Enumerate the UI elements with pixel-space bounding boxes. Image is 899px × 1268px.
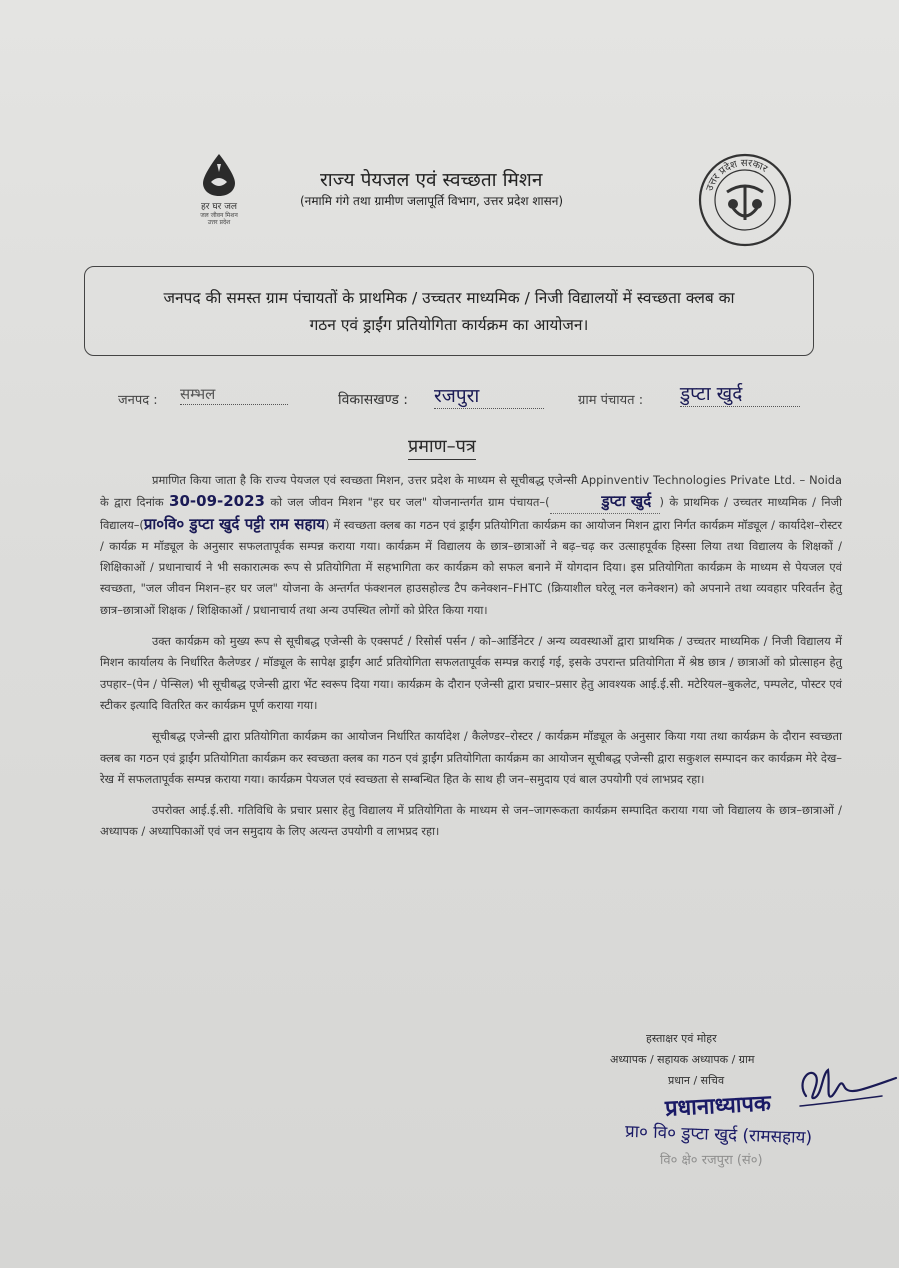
signature-line-2: अध्यापक / सहायक अध्यापक / ग्राम [610, 1053, 755, 1066]
handwritten-signature [792, 1056, 899, 1120]
district-value: सम्भल [180, 384, 288, 405]
subject-box [84, 266, 814, 356]
p1-text-a: प्रमाणित किया जाता है कि राज्य पेयजल एवं स्वच्छता मिशन, उत्तर प्रदेश के माध्यम से सूचीबद्ध एजेन्सी Appinventiv Technologies Private Ltd. – Noida के द्वारा दिनांक [100, 473, 842, 510]
svg-text:उत्तर प्रदेश सरकार: उत्तर प्रदेश सरकार [704, 157, 770, 193]
logo-text: हर घर जल [201, 202, 237, 212]
paragraph-4: उपरोक्त आई.ई.सी. गतिविधि के प्रचार प्रसार हेतु विद्यालय में प्रतियोगिता के माध्यम से जन–जागरूकता कार्यक्रम सम्पादित कराया गया जो विद्यालय के छात्र–छात्राओं / अध्यापक / अध्यापिकाओं एवं जन समुदाय के लिए अत्यन्त उपयोगी व लाभप्रद रहा। [100, 803, 842, 839]
p1-text-b: को जल जीवन मिशन "हर घर जल" योजनान्तर्गत ग्राम पंचायत–( [270, 495, 550, 510]
har-ghar-jal-logo [186, 152, 252, 226]
school-stamp: प्रा० वि० डुप्टा खुर्द (रामसहाय) [624, 1121, 813, 1149]
p1-text-d: ) में स्वच्छता क्लब का गठन एवं ड्राईंग प्रतियोगिता कार्यक्रम का आयोजन मिशन द्वारा निर्गत कार्यक्रम मॉड्यूल / कार्यादेश–रोस्टर / कार्यक्र म मॉड्यूल के अनुसार सफलतापूर्वक सम्पन्न कराया गया। कार्यक्रम में विद्यालय के छात्र–छात्राओं ने बढ़–चढ़ कर उत्साहपूर्वक हिस्सा लिया तथा विद्यालय के शिक्षकों / शिक्षिकाओं / प्रधानाचार्य ने भी सकारात्मक रूप से प्रतियोगिता में सहभागिता कर कार्यक्रम को सफल बनाने में योगदान दिया। इस प्रतियोगिता कार्यक्रम के माध्यम से पेयजल एवं स्वच्छता, "जल जीवन मिशन–हर घर जल" योजना के अन्तर्गत फंक्शनल हाउसहोल्ड टैप कनेक्शन–FHTC (क्रियाशील घरेलू नल कनेक्शन) को अपनाने तथा व्यवहार परिवर्तन हेतु छात्र–छात्राओं शिक्षक / शिक्षिकाओं / प्रधानाचार्य तथा अन्य उपस्थित लोगों को प्रेरित किया गया। [100, 517, 842, 617]
block-label: विकासखण्ड : [338, 392, 409, 408]
subject-line-2: गठन एवं ड्राईंग प्रतियोगिता कार्यक्रम का आयोजन। [309, 316, 589, 334]
panchayat-value: डुप्टा खुर्द [680, 380, 800, 407]
mission-subtitle: (नमामि गंगे तथा ग्रामीण जलापूर्ति विभाग, उत्तर प्रदेश शासन) [300, 194, 564, 208]
program-date: 30-09-2023 [169, 492, 265, 511]
certificate-body [100, 470, 842, 853]
p1-text-c: ) के प्राथमिक / उच्चतर माध्यमिक / निजी विद्यालय–( [100, 495, 843, 532]
block-stamp: वि० क्षे० रजपुरा (सं०) [660, 1153, 763, 1168]
paragraph-2: उक्त कार्यक्रम को मुख्य रूप से सूचीबद्ध एजेन्सी के एक्सपर्ट / रिसोर्स पर्सन / को–आर्डिनेटर / अन्य व्यवस्थाओं द्वारा प्राथमिक / उच्चतर माध्यमिक / निजी विद्यालय में मिशन कार्यालय के निर्धारित कैलेण्डर / मॉड्यूल के सापेक्ष ड्राईंग आर्ट प्रतियोगिता सफलतापूर्वक सम्पन्न कराई गई, इसके उपरान्त प्रतियोगिता में श्रेष्ठ छात्र / छात्राओं को प्रोत्साहन हेतु उपहार–(पेन / पेन्सिल) भी सूचीबद्ध एजेन्सी द्वारा भेंट स्वरूप दिया गया। कार्यक्रम के दौरान एजेन्सी द्वारा प्रचार–प्रसार हेतु आवश्यक आई.ई.सी. मटेरियल–बुकलेट, पम्पलेट, पोस्टर एवं स्टीकर इत्यादि वितरित कर कार्यक्रम पूर्ण कराया गया। [100, 634, 842, 712]
paragraph-1 [100, 470, 842, 621]
signature-line-1: हस्ताक्षर एवं मोहर [646, 1032, 717, 1045]
paragraph-3: सूचीबद्ध एजेन्सी द्वारा प्रतियोगिता कार्यक्रम का आयोजन निर्धारित कार्यादेश / कैलेण्डर–रोस्टर / कार्यक्रम मॉड्यूल के अनुसार किया गया तथा कार्यक्रम के दौरान स्वच्छता क्लब का गठन एवं ड्राईंग प्रतियोगिता कार्यक्रम कर स्वच्छता क्लब का गठन एवं ड्राईंग प्रतियोगिता कार्यक्रम का आयोजन सूचीबद्ध एजेन्सी द्वारा सकुशल सम्पादन कर कार्यक्रम मेरे देख–रेख में सफलतापूर्वक सम्पन्न कराया गया। कार्यक्रम पेयजल एवं स्वच्छता से सम्बन्धित हित के साथ ही जन–समुदाय एवं बाल उपयोगी एवं लाभप्रद रहा। [100, 729, 842, 786]
headmaster-stamp: प्रधानाध्यापक [664, 1091, 772, 1122]
panchayat-label: ग्राम पंचायत : [578, 393, 644, 408]
district-label: जनपद : [118, 393, 158, 408]
school-name-handwritten: प्रा०वि० डुप्टा खुर्द पट्टी राम सहाय [143, 514, 325, 533]
location-fields [0, 384, 899, 424]
certificate-title: प्रमाण–पत्र [408, 434, 476, 460]
panchayat-handwritten: डुप्टा खुर्द [550, 491, 660, 513]
subject-line-1: जनपद की समस्त ग्राम पंचायतों के प्राथमिक / उच्चतर माध्यमिक / निजी विद्यालयों में स्वच्छता क्लब का [163, 289, 735, 307]
logo-sub-2: उत्तर प्रदेश [207, 219, 231, 226]
signature-line-3: प्रधान / सचिव [668, 1074, 725, 1087]
block-value: रजपुरा [434, 382, 544, 409]
mission-title: राज्य पेयजल एवं स्वच्छता मिशन [320, 169, 543, 191]
logo-sub-1: जल जीवन मिशन [200, 212, 238, 219]
water-drop-icon [199, 152, 239, 198]
up-government-seal [697, 152, 793, 248]
